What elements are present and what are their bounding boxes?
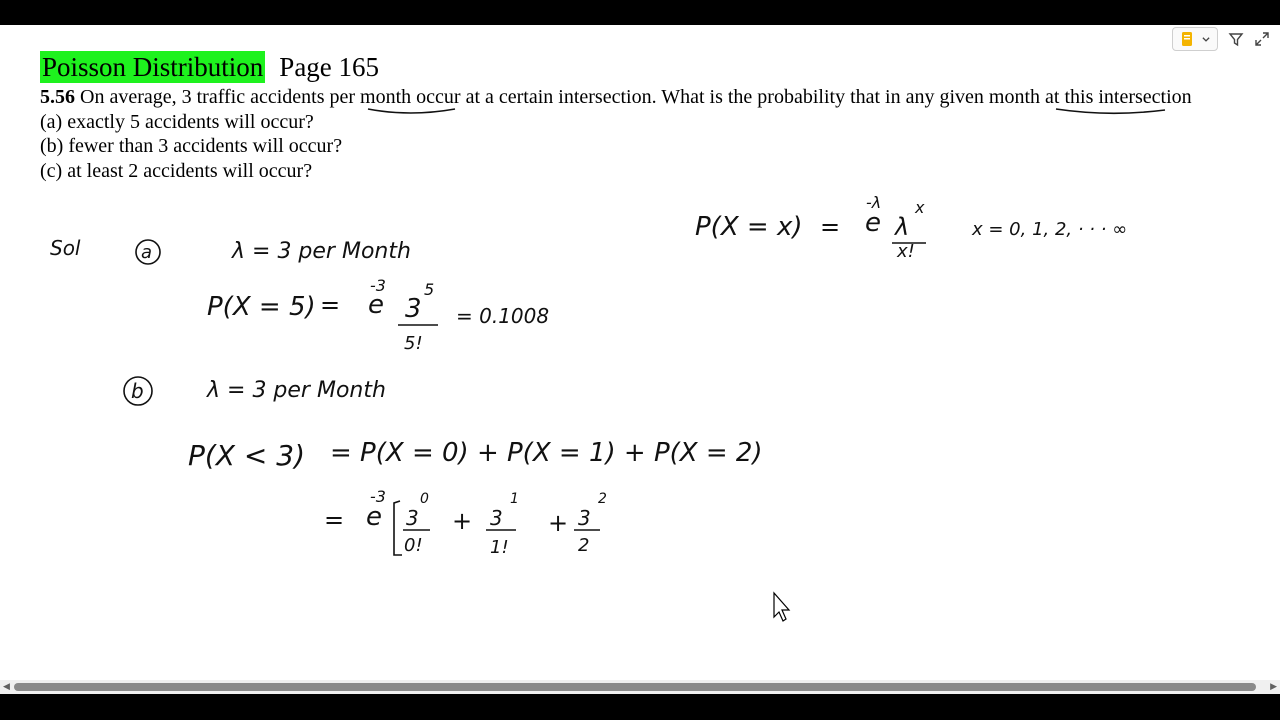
pa-result: = 0.1008 [456,304,550,328]
pb2-eq: = [324,506,345,534]
scroll-right-icon[interactable]: ▶ [1270,682,1277,692]
part-b-marker: b [131,379,144,403]
formula-lambda: λ [895,213,910,241]
top-black-bar [0,0,1280,25]
pa-exp: -3 [370,276,386,295]
pb2-t1-den: 0! [404,535,423,556]
pb2-t2-den: 1! [490,537,509,558]
pb2-t1-pow: 0 [420,491,429,507]
sol-label: Sol [50,236,81,260]
pb2-t2-pow: 1 [510,491,519,507]
pa-den: 5! [404,333,423,354]
viewer-toolbar [1172,27,1270,51]
pb-rhs: = P(X = 0) + P(X = 1) + P(X = 2) [330,438,763,468]
pa-power: 5 [424,280,435,299]
formula-exp: -λ [866,193,882,212]
pb2-plus1: + [452,507,473,535]
problem-body: On average, 3 traffic accidents per month occur at a certain intersection. What is the probability that in any given month at this intersection [80,86,1192,108]
pb2-t2-num: 3 [490,506,503,530]
scroll-left-icon[interactable]: ◀ [3,682,10,692]
notebook-button[interactable] [1172,27,1218,51]
expand-icon[interactable] [1254,31,1270,47]
part-a-text: (a) exactly 5 accidents will occur? [40,110,314,133]
part-b-text: (b) fewer than 3 accidents will occur? [40,135,343,157]
scroll-thumb[interactable] [14,683,1256,691]
pb2-e: e [366,502,382,532]
notebook-icon [1179,31,1195,47]
formula-eq: = [820,213,841,241]
part-a-marker: a [141,242,153,263]
mouse-pointer-icon [774,593,789,621]
pa-lhs: P(X = 5) [207,292,316,322]
bottom-black-bar [0,694,1280,720]
formula-lhs: P(X = x) [695,212,803,242]
support: x = 0, 1, 2, · · · ∞ [972,219,1128,240]
part-c-text: (c) at least 2 accidents will occur? [40,159,313,182]
pa-eq: = [320,291,341,319]
horizontal-scrollbar[interactable] [0,680,1280,694]
problem-number: 5.56 [40,86,75,108]
formula-power: x [915,198,925,217]
filter-icon[interactable] [1228,31,1244,47]
pb2-t3-pow: 2 [598,491,607,507]
pb2-exp: -3 [370,487,386,506]
chevron-down-icon [1201,34,1211,44]
pb2-plus2: + [548,509,569,537]
pb2-t3-den: 2 [578,535,590,556]
pa-base: 3 [405,294,422,324]
part-b-circle [124,377,152,405]
formula-den: x! [897,241,915,262]
heading-row [40,51,379,83]
lambda-a: λ = 3 per Month [232,239,411,264]
whiteboard-page [0,25,1280,680]
pb2-t3-num: 3 [578,506,591,530]
problem-text [40,85,1240,183]
pb2-bracket [394,501,402,555]
page-number: Page 165 [279,52,380,82]
part-a-circle [136,240,160,264]
topic-title: Poisson Distribution [42,52,264,82]
lambda-b: λ = 3 per Month [207,378,386,403]
pb-lhs: P(X < 3) [188,439,305,472]
problem-statement [40,85,1240,110]
formula-e: e [865,208,881,238]
pa-e: e [368,290,384,320]
pb2-t1-num: 3 [406,506,419,530]
